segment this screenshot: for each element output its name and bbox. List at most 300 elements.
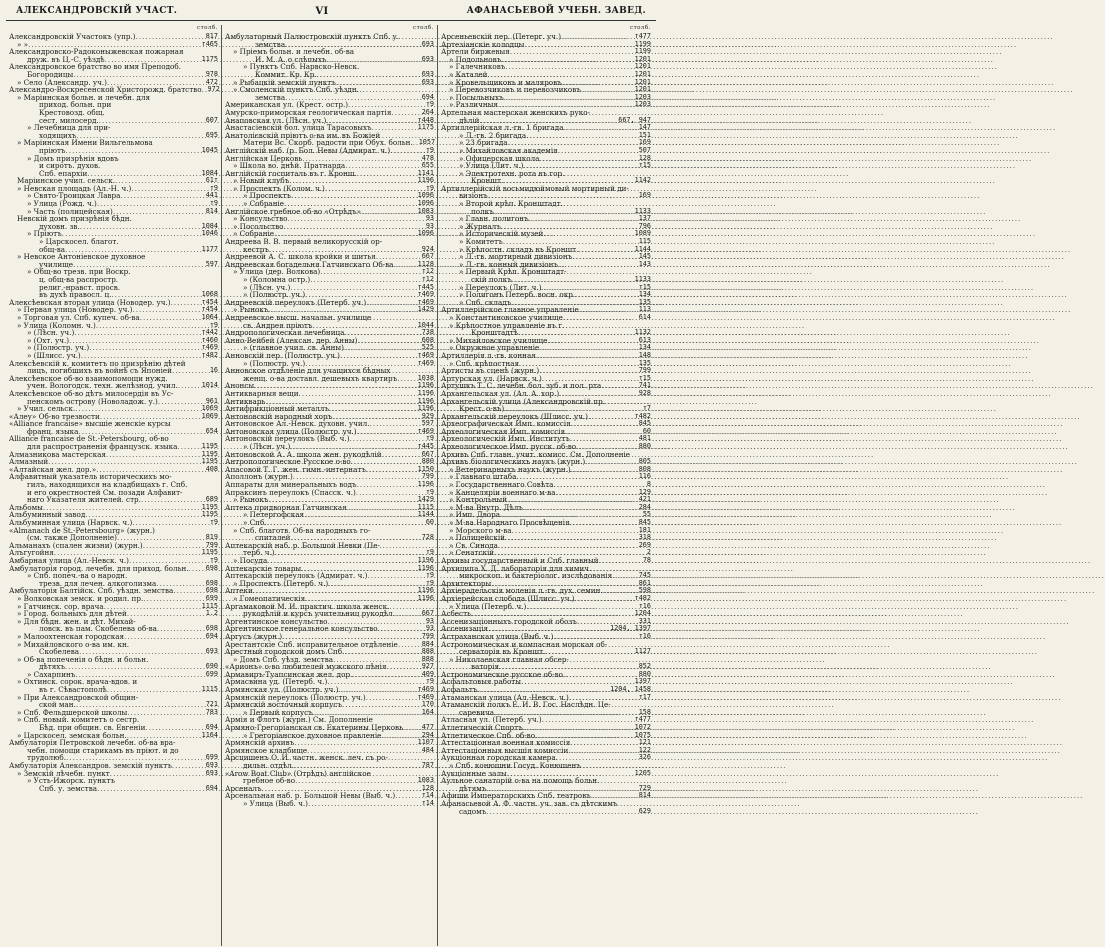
entry-title: » (Полюстр. уч.) — [27, 343, 90, 353]
column-reference: 694 — [421, 92, 434, 101]
leader-dots — [558, 261, 637, 269]
entry-title: приход. больн. при — [39, 100, 112, 110]
entry-title: въ г. Сѣвастополѣ — [39, 685, 107, 695]
column-reference: 1046 — [201, 229, 218, 238]
entry-title: ловск. въ пам. Скобелева об-ва — [39, 624, 157, 634]
entry-title: Архивъ Спб. главн. учит. комисс. См. Дополненіе — [441, 449, 631, 459]
column-reference: 331 — [638, 616, 651, 625]
column-reference: т465 — [201, 39, 218, 48]
entry-title: Александровско-Радоконыжевская пожарная — [9, 47, 184, 57]
column-reference: 814 — [205, 206, 218, 215]
entry-title: » Посыльныхъ — [449, 92, 504, 102]
column-reference: 151 — [638, 130, 651, 139]
entry-title: Артиллерійскій восьмидюймовый мортирный ди- — [441, 183, 629, 193]
entry-title: » Спб. новый. комитетъ о сестр. — [17, 715, 140, 725]
entry-title: » Домъ призрѣнія вдовъ — [27, 153, 119, 163]
index-column-3 — [438, 25, 654, 946]
column-reference: 738 — [421, 328, 434, 337]
entry-title: скій полкъ — [471, 275, 512, 284]
entry-title: » Для бѣдн. жен. и дѣт. Михай- — [17, 616, 136, 626]
leader-dots — [172, 367, 208, 375]
entry-title: (см. также Дополненіе) — [27, 533, 117, 543]
column-reference: 93 — [425, 624, 434, 633]
entry-title: «Arow Boat Club» (Отрѣдъ) англійское — [225, 768, 371, 778]
entry-title: » Подольновъ — [449, 54, 502, 64]
column-reference: 1196 — [417, 396, 434, 405]
column-reference: 693 — [421, 54, 434, 63]
entry-title: наго Указателя жителей. стр. — [27, 495, 141, 505]
entry-title: Андреевская богадельня Гатчинскаго Об-ва — [225, 259, 394, 269]
entry-title: Амбулаторія город. лечебн. для приход. больн. — [9, 563, 189, 573]
entry-title: спиталей — [255, 533, 291, 543]
entry-title: » Второй крѣп. Кронштадт. — [459, 199, 563, 209]
column-reference: т442 — [201, 328, 218, 337]
column-reference: 1069 — [201, 411, 218, 420]
column-reference: 799 — [421, 631, 434, 640]
column-reference: 1089 — [634, 229, 651, 238]
entry-title: » Крѣпостное управленіе въ г. — [449, 320, 565, 330]
column-reference: 326 — [638, 753, 651, 762]
column-reference: 93 — [425, 221, 434, 230]
entry-title: Амбулаторія Александров. земскій пунктъ — [9, 761, 172, 770]
entry-title: Alliance francaise de St.-Petersbourg, об-во — [9, 434, 169, 444]
column-reference: т9 — [209, 555, 218, 564]
entry-title: дѣтяхъ — [39, 662, 65, 672]
column-reference: 1045 — [201, 145, 218, 154]
entry-title: религ.-нравст. просв. — [39, 282, 121, 292]
column-reference: 1141 — [417, 168, 434, 177]
leader-dots — [99, 117, 204, 125]
column-reference: 169 — [638, 191, 651, 200]
column-reference: т9 — [425, 183, 434, 192]
column-reference: 1177 — [201, 244, 218, 253]
leader-dots — [486, 808, 636, 816]
entry-title: » (Полюстр. уч.) — [243, 290, 306, 300]
entry-title: Крест. о-въ) — [459, 404, 505, 414]
entry-title: » (Шлисс. уч.) — [27, 350, 81, 360]
column-reference: 927 — [421, 662, 434, 671]
column-reference: 60 — [642, 426, 651, 435]
entry-title: садомъ — [459, 806, 487, 816]
index-columns — [6, 25, 656, 946]
column-reference: 1069 — [201, 404, 218, 413]
column-reference: 694 — [205, 783, 218, 792]
entry-title: » Канцеляріи военнаго м-ва — [449, 487, 556, 497]
entry-title: » Царскосел. благот. — [39, 237, 119, 247]
column-reference: 135 — [638, 297, 651, 306]
entry-title: » М-ва Народнаго Просвѣщенія — [449, 518, 570, 527]
entry-title: » Историческій музей — [459, 229, 544, 239]
column-reference: 1144 — [417, 510, 434, 519]
column-reference: т9 — [425, 571, 434, 580]
entry-title: земства — [255, 92, 286, 102]
entry-title: » Каталей — [449, 69, 488, 79]
entry-title: Амбулаторный Палюстровскій пунктъ Спб. у. — [225, 32, 400, 41]
column-reference: 1196 — [417, 176, 434, 185]
leader-dots — [189, 565, 204, 573]
column-reference: 148 — [638, 350, 651, 359]
column-reference: 93 — [425, 616, 434, 625]
column-reference: т477 — [634, 32, 651, 40]
column-reference: т9 — [209, 518, 218, 526]
entry-title: пенскомъ острову (Новоладож. у.) — [27, 396, 158, 406]
column-reference: 1175 — [201, 54, 218, 63]
column-reference: 1196 — [417, 593, 434, 602]
entry-title: » Пріемъ больн. и лечебн. об-ва — [233, 47, 355, 57]
entry-title: » Спб. крѣпостная — [449, 358, 520, 368]
entry-title: Альбомы — [9, 502, 43, 512]
entry-title: » Проспектъ — [243, 191, 291, 201]
column-reference: 284 — [638, 502, 651, 511]
entry-title: Алексѣевская вторая улица (Новодер. уч.) — [9, 297, 171, 307]
entry-title: сест. милосерд. — [39, 115, 99, 125]
column-reference: 698 — [205, 624, 218, 633]
column-reference: 888 — [421, 654, 434, 663]
column-reference: 819 — [205, 533, 218, 542]
entry-title: Алмазный — [9, 457, 49, 467]
entry-title: » Посольство — [233, 221, 284, 231]
entry-title: Аптеки — [225, 586, 253, 596]
entry-title: Анновскій пер. (Полюстр. уч.) — [225, 350, 340, 360]
column-reference: 1115 — [201, 685, 218, 694]
entry-title: » (главное учил. св. Анны) — [243, 343, 344, 353]
column-reference: 607 — [205, 115, 218, 124]
page-number: VI — [315, 5, 329, 17]
column-reference: 845 — [638, 518, 651, 526]
column-reference: 1144 — [634, 244, 651, 253]
entry-title: » Учил. сельск. — [17, 404, 76, 414]
entry-title: » Главн. полигонъ — [459, 214, 529, 224]
entry-title: » Михайловская академія — [459, 145, 558, 155]
column-reference: 121 — [638, 738, 651, 747]
entry-title: Асфальтовыя работы — [441, 677, 521, 687]
column-reference: 115 — [638, 237, 651, 246]
column-reference: 783 — [205, 707, 218, 716]
entry-title: Артисты въ сценѣ (журн.) — [441, 366, 540, 376]
column-reference: т454 — [201, 305, 218, 314]
entry-title: «Almanach de St.-Petersbourg» (журн.) — [9, 525, 155, 535]
column-reference: 1175 — [417, 123, 434, 132]
column-reference: 880 — [638, 442, 651, 451]
entry-title: дильн. отдѣл. — [243, 761, 294, 770]
column-reference: т9 — [425, 548, 434, 557]
column-reference: 1199 — [634, 47, 651, 56]
column-reference: 1096 — [417, 229, 434, 238]
column-reference: т469 — [201, 343, 218, 352]
entry-title: гребное об-во — [243, 776, 296, 786]
entry-title: Алексѣевское об-во взаимопомощи нужд. — [9, 373, 168, 383]
entry-title: «Алеу» Об-во трезвости — [9, 411, 100, 421]
entry-title: » Рынокъ — [233, 305, 269, 315]
entry-title: Атлетическое Спб. об-во — [441, 730, 536, 740]
entry-title: » Проспектъ (Колом. ч.) — [233, 183, 325, 193]
entry-title: Кронштадтѣ — [471, 328, 518, 338]
column-reference: 60 — [425, 518, 434, 526]
entry-title: » Спб. благотв. Об-ва народныхъ го- — [233, 525, 371, 535]
column-reference: т9 — [425, 145, 434, 154]
entry-title: » (Лѣсн. уч.) — [27, 328, 75, 338]
column-reference: 1.2 — [205, 609, 218, 618]
column-reference: 1038 — [417, 373, 434, 382]
entry-title: Антоновская улица (Полюстр. уч.) — [225, 426, 357, 436]
entry-title: » Земскій лѣчебн. пункт — [17, 768, 110, 778]
column-reference: 1014 — [201, 381, 218, 390]
entry-title: » Спб. — [243, 518, 267, 527]
entry-title: визіонъ — [459, 191, 488, 201]
column-reference: т7 — [642, 404, 651, 413]
entry-title: училище — [39, 259, 74, 269]
entry-title: Антропологическое Русское о-во — [225, 457, 351, 467]
column-reference: 484 — [421, 745, 434, 754]
entry-title: Андреевскій переулокъ (Петерб. уч.) — [225, 297, 367, 307]
column-reference: 169 — [638, 138, 651, 147]
column-reference: 264 — [421, 107, 434, 116]
entry-title: И. М. А. о слѣпыхъ — [255, 54, 327, 64]
entry-title: Антикварныя вещи — [225, 388, 299, 398]
entry-title: » Свято-Троицкая Лавра — [27, 191, 121, 201]
column-reference: 667 — [421, 449, 434, 458]
column-reference: 667 — [421, 609, 434, 618]
entry-title: Антоновской А. А. школа жен. рукодѣлій — [225, 449, 382, 459]
column-label: столб. — [413, 25, 434, 31]
column-reference: т454 — [201, 297, 218, 306]
column-reference: т16 — [638, 601, 651, 610]
entry-title: » (Охт. уч.) — [27, 335, 70, 345]
column-reference: 269 — [638, 540, 651, 549]
column-label: столб. — [630, 25, 651, 31]
column-reference: 1107 — [417, 738, 434, 747]
column-reference: 113 — [638, 305, 651, 314]
entry-title: » Офицерская школа — [459, 153, 540, 163]
column-reference: т482 — [634, 411, 651, 420]
entry-title: пріютъ — [39, 145, 66, 155]
entry-title: Аптекарскій переулокъ (Адмират. ч.) — [225, 571, 368, 581]
entry-title: полкъ — [471, 206, 494, 216]
entry-title: Археографическая Имп. комиссія — [441, 419, 571, 429]
column-reference: т9 — [209, 183, 218, 192]
running-head-left: АЛЕКСАНДРОВСКIЙ УЧАСТ. — [16, 6, 178, 16]
column-reference: 690 — [205, 662, 218, 671]
column-reference: 799 — [205, 540, 218, 549]
entry-title: » Часть (полицейская) — [27, 206, 113, 216]
column-reference: т12 — [421, 267, 434, 276]
column-reference: 1201 — [634, 54, 651, 63]
entry-title: трудолюб. — [27, 753, 66, 763]
column-reference: 128 — [421, 783, 434, 792]
entry-title: Англійскій госпиталь въ г. Кронш. — [225, 168, 357, 178]
column-reference: 817 — [205, 32, 218, 40]
entry-title: друж. въ Ц.-С. уѣздѣ — [27, 54, 105, 64]
column-reference: 721 — [205, 700, 218, 709]
entry-title: Аульное санаторій о-ва на помощь больн. — [441, 776, 600, 786]
column-reference: 745 — [638, 571, 651, 580]
entry-title: » Посуда — [233, 555, 268, 565]
entry-title: Алексѣевскій к. комитетъ по призрѣнію дѣтей — [9, 358, 186, 368]
column-reference: т14 — [421, 798, 434, 807]
entry-title: » Николаевская главная обсер- — [449, 654, 569, 664]
column-reference: т9 — [425, 487, 434, 496]
column-reference: т9 — [425, 677, 434, 686]
column-reference: 613 — [638, 335, 651, 344]
column-reference: 143 — [638, 259, 651, 268]
entry-title: Спб. епархіи — [39, 168, 88, 178]
column-reference: 695 — [205, 130, 218, 139]
column-reference: 808 — [638, 464, 651, 473]
entry-title: » Л.-гв. конный дивизіонъ — [459, 259, 558, 269]
entry-title: женщ. о-ва доставл. дешевыхъ квартиръ — [243, 373, 398, 383]
column-reference: 654 — [205, 426, 218, 435]
entry-title: трезв. для лечен. алкоголизма — [39, 578, 157, 588]
entry-title: » Кровельщиковъ и маляровъ — [449, 77, 562, 87]
column-reference: 699 — [205, 753, 218, 762]
entry-title: Армавиръ-Туапсинская жел. дор. — [225, 669, 353, 679]
column-reference: 861 — [638, 578, 651, 587]
column-reference: 972 — [207, 85, 220, 94]
column-reference: 924 — [421, 244, 434, 253]
entry-title: » Спб. конюшни Госуд. Конюшенъ — [449, 761, 581, 770]
column-reference: 2 — [646, 548, 651, 557]
entry-title: Андреевой А. С. школа кройки и шитья — [225, 252, 376, 262]
entry-title: Анаповская ул. (Лѣсн. уч.) — [225, 115, 327, 125]
entry-title: » Михайловское училище — [449, 335, 548, 345]
column-reference: 481 — [638, 434, 651, 443]
entry-title: » Село (Александр. уч.) — [17, 77, 107, 87]
entry-title: Аптекарскій наб. р. Большой Невки (Пе- — [225, 540, 380, 550]
column-reference: 525 — [421, 343, 434, 352]
column-reference: 1204, 1458 — [610, 685, 651, 694]
entry-title: » Проспектъ (Петерб. ч.) — [233, 578, 329, 588]
column-reference: 409 — [421, 669, 434, 678]
column-reference: т469 — [417, 290, 434, 299]
entry-title: ваторія — [471, 662, 500, 672]
entry-title: Маріинское учил. сельск. — [17, 176, 115, 186]
column-reference: 1203 — [634, 100, 651, 109]
column-reference: 614 — [638, 312, 651, 321]
entry-title: «Арионъ» о-во любителей мужского пѣнія — [225, 662, 387, 672]
entry-title: Альбуминный завод — [9, 510, 86, 520]
entry-title: » Государственнаго Совѣта — [449, 480, 554, 490]
index-column-1 — [6, 25, 222, 946]
entry-title: Анновское отдѣленіе для учащихся бѣдных — [225, 366, 391, 376]
column-reference: 1201 — [634, 77, 651, 86]
entry-title: Артиллерійская л.-гв. 1 бригада — [441, 123, 564, 133]
column-reference: 693 — [421, 39, 434, 48]
column-reference: 1196 — [417, 555, 434, 564]
column-reference: 1429 — [417, 305, 434, 314]
entry-title: Атаманская улица (Ал.-Невск. ч.) — [441, 692, 569, 702]
column-reference: 1084 — [201, 168, 218, 177]
entry-title: Антоновскій переулокъ (Выб. ч.) — [225, 434, 350, 444]
leader-dots — [178, 382, 200, 390]
entry-title: Архангельскій улица (Александровскій пр. — [441, 396, 605, 406]
entry-title: Анатолієвскій пріютъ о-ва им. въ Божіей — [225, 130, 381, 140]
entry-title: ской ман. — [39, 700, 76, 710]
entry-title: общ-ва — [39, 244, 66, 254]
entry-title: » Гомеопатическія — [233, 593, 306, 603]
column-reference: 693 — [205, 761, 218, 769]
column-reference: 796 — [638, 221, 651, 230]
entry-title: Спб. у. земства — [39, 783, 98, 793]
entry-title: терб. ч.) — [243, 548, 275, 558]
column-reference: т15 — [638, 282, 651, 291]
column-reference: 693 — [421, 69, 434, 78]
entry-title: » (Коломна остр.) — [243, 275, 311, 284]
column-reference: 294 — [421, 730, 434, 739]
entry-title: Аукціонная городская камера — [441, 753, 556, 763]
column-reference: 1196 — [417, 381, 434, 390]
column-reference: 1196 — [417, 586, 434, 595]
column-reference: 880 — [421, 457, 434, 466]
entry-title: Архангельская ул. (Ал. А. хор.) — [441, 388, 560, 398]
entry-title: » Улица (Лит. ч.) — [459, 161, 524, 171]
entry-title: Аргамаковой М. И. практич. школа женск. — [225, 601, 390, 611]
entry-title: » Главнаго штаба — [449, 472, 517, 482]
entry-title: » Грегоріанское духовное правленіе — [243, 730, 382, 740]
entry-title: » Смоленскій пунктъ Спб. уѣздн. — [233, 85, 359, 95]
entry-title: » Первый корпусъ — [243, 707, 313, 717]
column-reference: 1133 — [634, 206, 651, 215]
entry-title: «Алтайская жел. дор.» — [9, 464, 97, 474]
entry-title: » Домъ Спб. уѣзд. земства — [233, 654, 334, 664]
entry-title: Арестантскіе Спб. исправительное отдѣленіе — [225, 639, 398, 649]
entry-title: Аттестаціонныя высшія комиссіи — [441, 745, 569, 755]
entry-title: рукодѣлій и курсъ учительниц рукодѣл. — [243, 609, 395, 619]
entry-title: Армянскій переулокъ (Полюстр. уч.) — [225, 692, 366, 702]
entry-title: Анонсы — [225, 381, 255, 391]
column-reference: т477 — [634, 715, 651, 724]
column-reference: 693 — [421, 77, 434, 86]
entry-title: Антоновское Ал.-Невск. духовн. учил. — [225, 419, 370, 429]
column-reference: 1204 — [634, 609, 651, 618]
entry-title: Артушкъ Т. С. лечебн. бол. зуб. и пол. рта — [441, 381, 602, 391]
entry-title: серваторія въ Кроншт. — [459, 647, 546, 657]
column-reference: 1127 — [634, 647, 651, 656]
column-reference: 699 — [205, 669, 218, 678]
column-reference: 978 — [205, 69, 218, 78]
entry-title: и его окрестностей См. позади Алфавит- — [27, 487, 183, 497]
entry-title: Архангельскій переулокъ (Шлисс. уч.) — [441, 411, 588, 421]
column-reference: 693 — [205, 768, 218, 777]
entry-title: Аргентинское консульство — [225, 616, 328, 626]
entry-title: Археологическая Имп. комиссія — [441, 426, 566, 436]
entry-title: микроскоп. и бактеріолог. изслѣдованія — [459, 571, 613, 581]
leader-dots — [110, 770, 204, 778]
column-reference: т12 — [421, 275, 434, 283]
entry-title: Анно-Вейбей (Алексан. дер. Анны) — [225, 335, 358, 345]
entry-title: » Об-ва попеченія о бѣдн. и больн. — [17, 654, 149, 664]
entry-title: » Охтинск. сорок. врача-вдов. и — [17, 677, 138, 687]
column-reference: 1064 — [201, 312, 218, 321]
entry-title: для распространенія французск. языка — [27, 442, 178, 452]
entry-title: » (Лѣсн. уч.) — [243, 442, 291, 452]
column-reference: 55 — [642, 510, 651, 519]
entry-title: «Alliance francaise» высшіе женскіе курсы — [9, 419, 171, 429]
column-label: столб. — [197, 25, 218, 31]
entry-title: Астрономическое русское об-во — [441, 669, 563, 679]
entry-title: Архіерейская слобода (Шлисс. уч.) — [441, 593, 575, 603]
column-reference: 929 — [421, 411, 434, 420]
entry-title: Анастасіевскій бол. улица Тарасовыхъ — [225, 123, 372, 133]
column-reference: 1203 — [634, 92, 651, 101]
entry-title: » Контрольный — [449, 495, 508, 505]
entry-title: Невскій домъ призрѣнія бѣдн. — [17, 214, 132, 224]
column-reference: 93 — [425, 214, 434, 223]
entry-title: » Усть-Ижорск. пунктъ — [27, 776, 115, 786]
column-reference: 852 — [638, 662, 651, 671]
entry-title: » Л.-гв. мортирный дивизіонъ — [459, 252, 573, 262]
column-reference: 1195 — [201, 510, 218, 519]
column-reference: т469 — [417, 426, 434, 435]
